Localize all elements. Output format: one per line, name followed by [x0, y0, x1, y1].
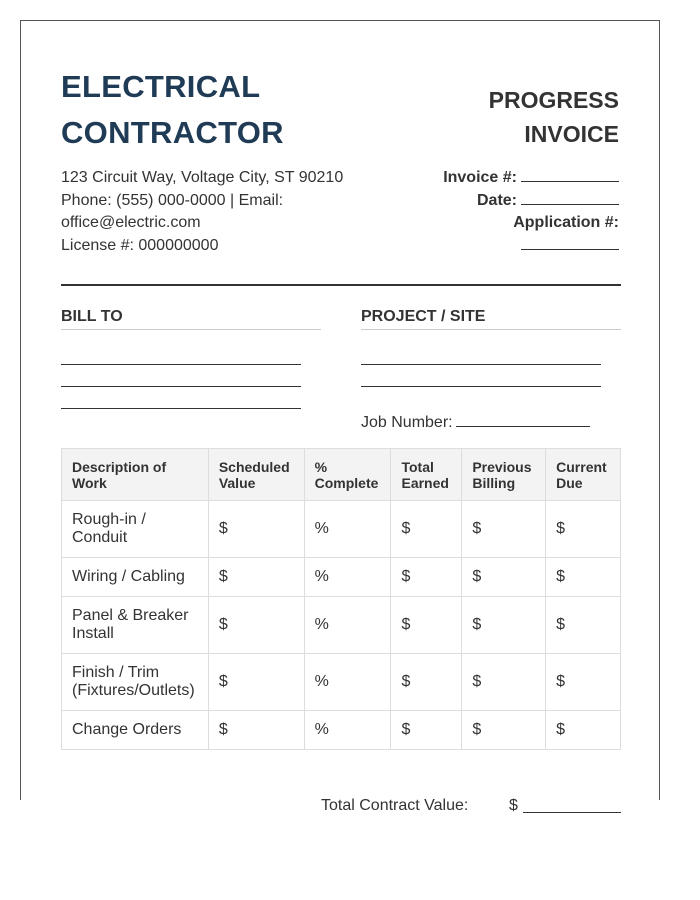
- row-total-earned[interactable]: $: [391, 597, 462, 654]
- total-contract-row: [321, 797, 518, 815]
- bill-to-heading: BILL TO: [61, 307, 321, 330]
- column-header-scheduled-value: Scheduled Value: [208, 449, 304, 501]
- row-percent-complete[interactable]: %: [304, 711, 391, 750]
- column-header-description: Description of Work: [62, 449, 209, 501]
- row-description: Finish / Trim (Fixtures/Outlets): [62, 654, 209, 711]
- company-name: [61, 64, 284, 156]
- invoice-number-row: [443, 167, 619, 190]
- document-title-line1: PROGRESS: [488, 87, 619, 113]
- table-row: [62, 654, 621, 711]
- date-field[interactable]: [521, 190, 619, 205]
- application-number-field[interactable]: [521, 235, 619, 250]
- company-name-line2: CONTRACTOR: [61, 115, 284, 150]
- row-current-due[interactable]: $: [546, 597, 621, 654]
- total-contract-currency: $: [509, 797, 518, 814]
- bill-to-line-2[interactable]: [61, 386, 301, 387]
- row-percent-complete[interactable]: %: [304, 597, 391, 654]
- job-number-label: Job Number:: [361, 414, 453, 431]
- company-contact: [61, 167, 343, 257]
- row-description: Change Orders: [62, 711, 209, 750]
- row-previous-billing[interactable]: $: [462, 711, 546, 750]
- application-number-field-row: [443, 235, 619, 258]
- bill-to-line-3[interactable]: [61, 408, 301, 409]
- row-total-earned[interactable]: $: [391, 558, 462, 597]
- row-percent-complete[interactable]: %: [304, 501, 391, 558]
- project-site-line-1[interactable]: [361, 364, 601, 365]
- row-scheduled-value[interactable]: $: [208, 501, 304, 558]
- row-description: Rough-in / Conduit: [62, 501, 209, 558]
- row-previous-billing[interactable]: $: [462, 654, 546, 711]
- column-header-previous-billing: Previous Billing: [462, 449, 546, 501]
- row-previous-billing[interactable]: $: [462, 501, 546, 558]
- column-header-current-due: Current Due: [546, 449, 621, 501]
- work-table: [61, 448, 621, 750]
- company-phone: Phone: (555) 000-0000 | Email:: [61, 191, 284, 209]
- row-current-due[interactable]: $: [546, 558, 621, 597]
- header-divider: [61, 284, 621, 286]
- project-site-line-2[interactable]: [361, 386, 601, 387]
- date-label: Date:: [476, 191, 517, 209]
- total-contract-label: Total Contract Value:: [321, 797, 469, 814]
- table-row: [62, 501, 621, 558]
- company-license: License #: 000000000: [61, 236, 219, 254]
- date-row: [443, 190, 619, 213]
- job-number-row: [361, 412, 590, 432]
- row-scheduled-value[interactable]: $: [208, 558, 304, 597]
- row-current-due[interactable]: $: [546, 654, 621, 711]
- column-header-percent-complete: % Complete: [304, 449, 391, 501]
- application-number-row: [443, 212, 619, 235]
- row-previous-billing[interactable]: $: [462, 597, 546, 654]
- row-current-due[interactable]: $: [546, 501, 621, 558]
- row-total-earned[interactable]: $: [391, 654, 462, 711]
- table-row: [62, 711, 621, 750]
- invoice-number-field[interactable]: [521, 167, 619, 182]
- table-row: [62, 597, 621, 654]
- table-row: [62, 558, 621, 597]
- row-description: Wiring / Cabling: [62, 558, 209, 597]
- company-email: office@electric.com: [61, 214, 201, 231]
- invoice-meta: [443, 167, 619, 257]
- row-total-earned[interactable]: $: [391, 711, 462, 750]
- job-number-field[interactable]: [456, 412, 590, 427]
- bill-to-section: [61, 307, 321, 409]
- document-title-line2: INVOICE: [524, 121, 619, 147]
- project-site-heading: PROJECT / SITE: [361, 307, 621, 330]
- row-scheduled-value[interactable]: $: [208, 654, 304, 711]
- invoice-page: [20, 20, 660, 814]
- row-percent-complete[interactable]: %: [304, 654, 391, 711]
- table-header-row: [62, 449, 621, 501]
- project-site-section: [361, 307, 621, 387]
- bill-to-line-1[interactable]: [61, 364, 301, 365]
- company-name-line1: ELECTRICAL: [61, 69, 261, 104]
- application-number-label: Application #:: [513, 214, 619, 231]
- row-description: Panel & Breaker Install: [62, 597, 209, 654]
- row-total-earned[interactable]: $: [391, 501, 462, 558]
- column-header-total-earned: Total Earned: [391, 449, 462, 501]
- row-scheduled-value[interactable]: $: [208, 711, 304, 750]
- row-current-due[interactable]: $: [546, 711, 621, 750]
- row-previous-billing[interactable]: $: [462, 558, 546, 597]
- total-contract-field[interactable]: [523, 812, 621, 813]
- document-title: [489, 83, 619, 151]
- company-address: 123 Circuit Way, Voltage City, ST 90210: [61, 169, 344, 186]
- row-percent-complete[interactable]: %: [304, 558, 391, 597]
- row-scheduled-value[interactable]: $: [208, 597, 304, 654]
- invoice-number-label: Invoice #:: [443, 169, 517, 186]
